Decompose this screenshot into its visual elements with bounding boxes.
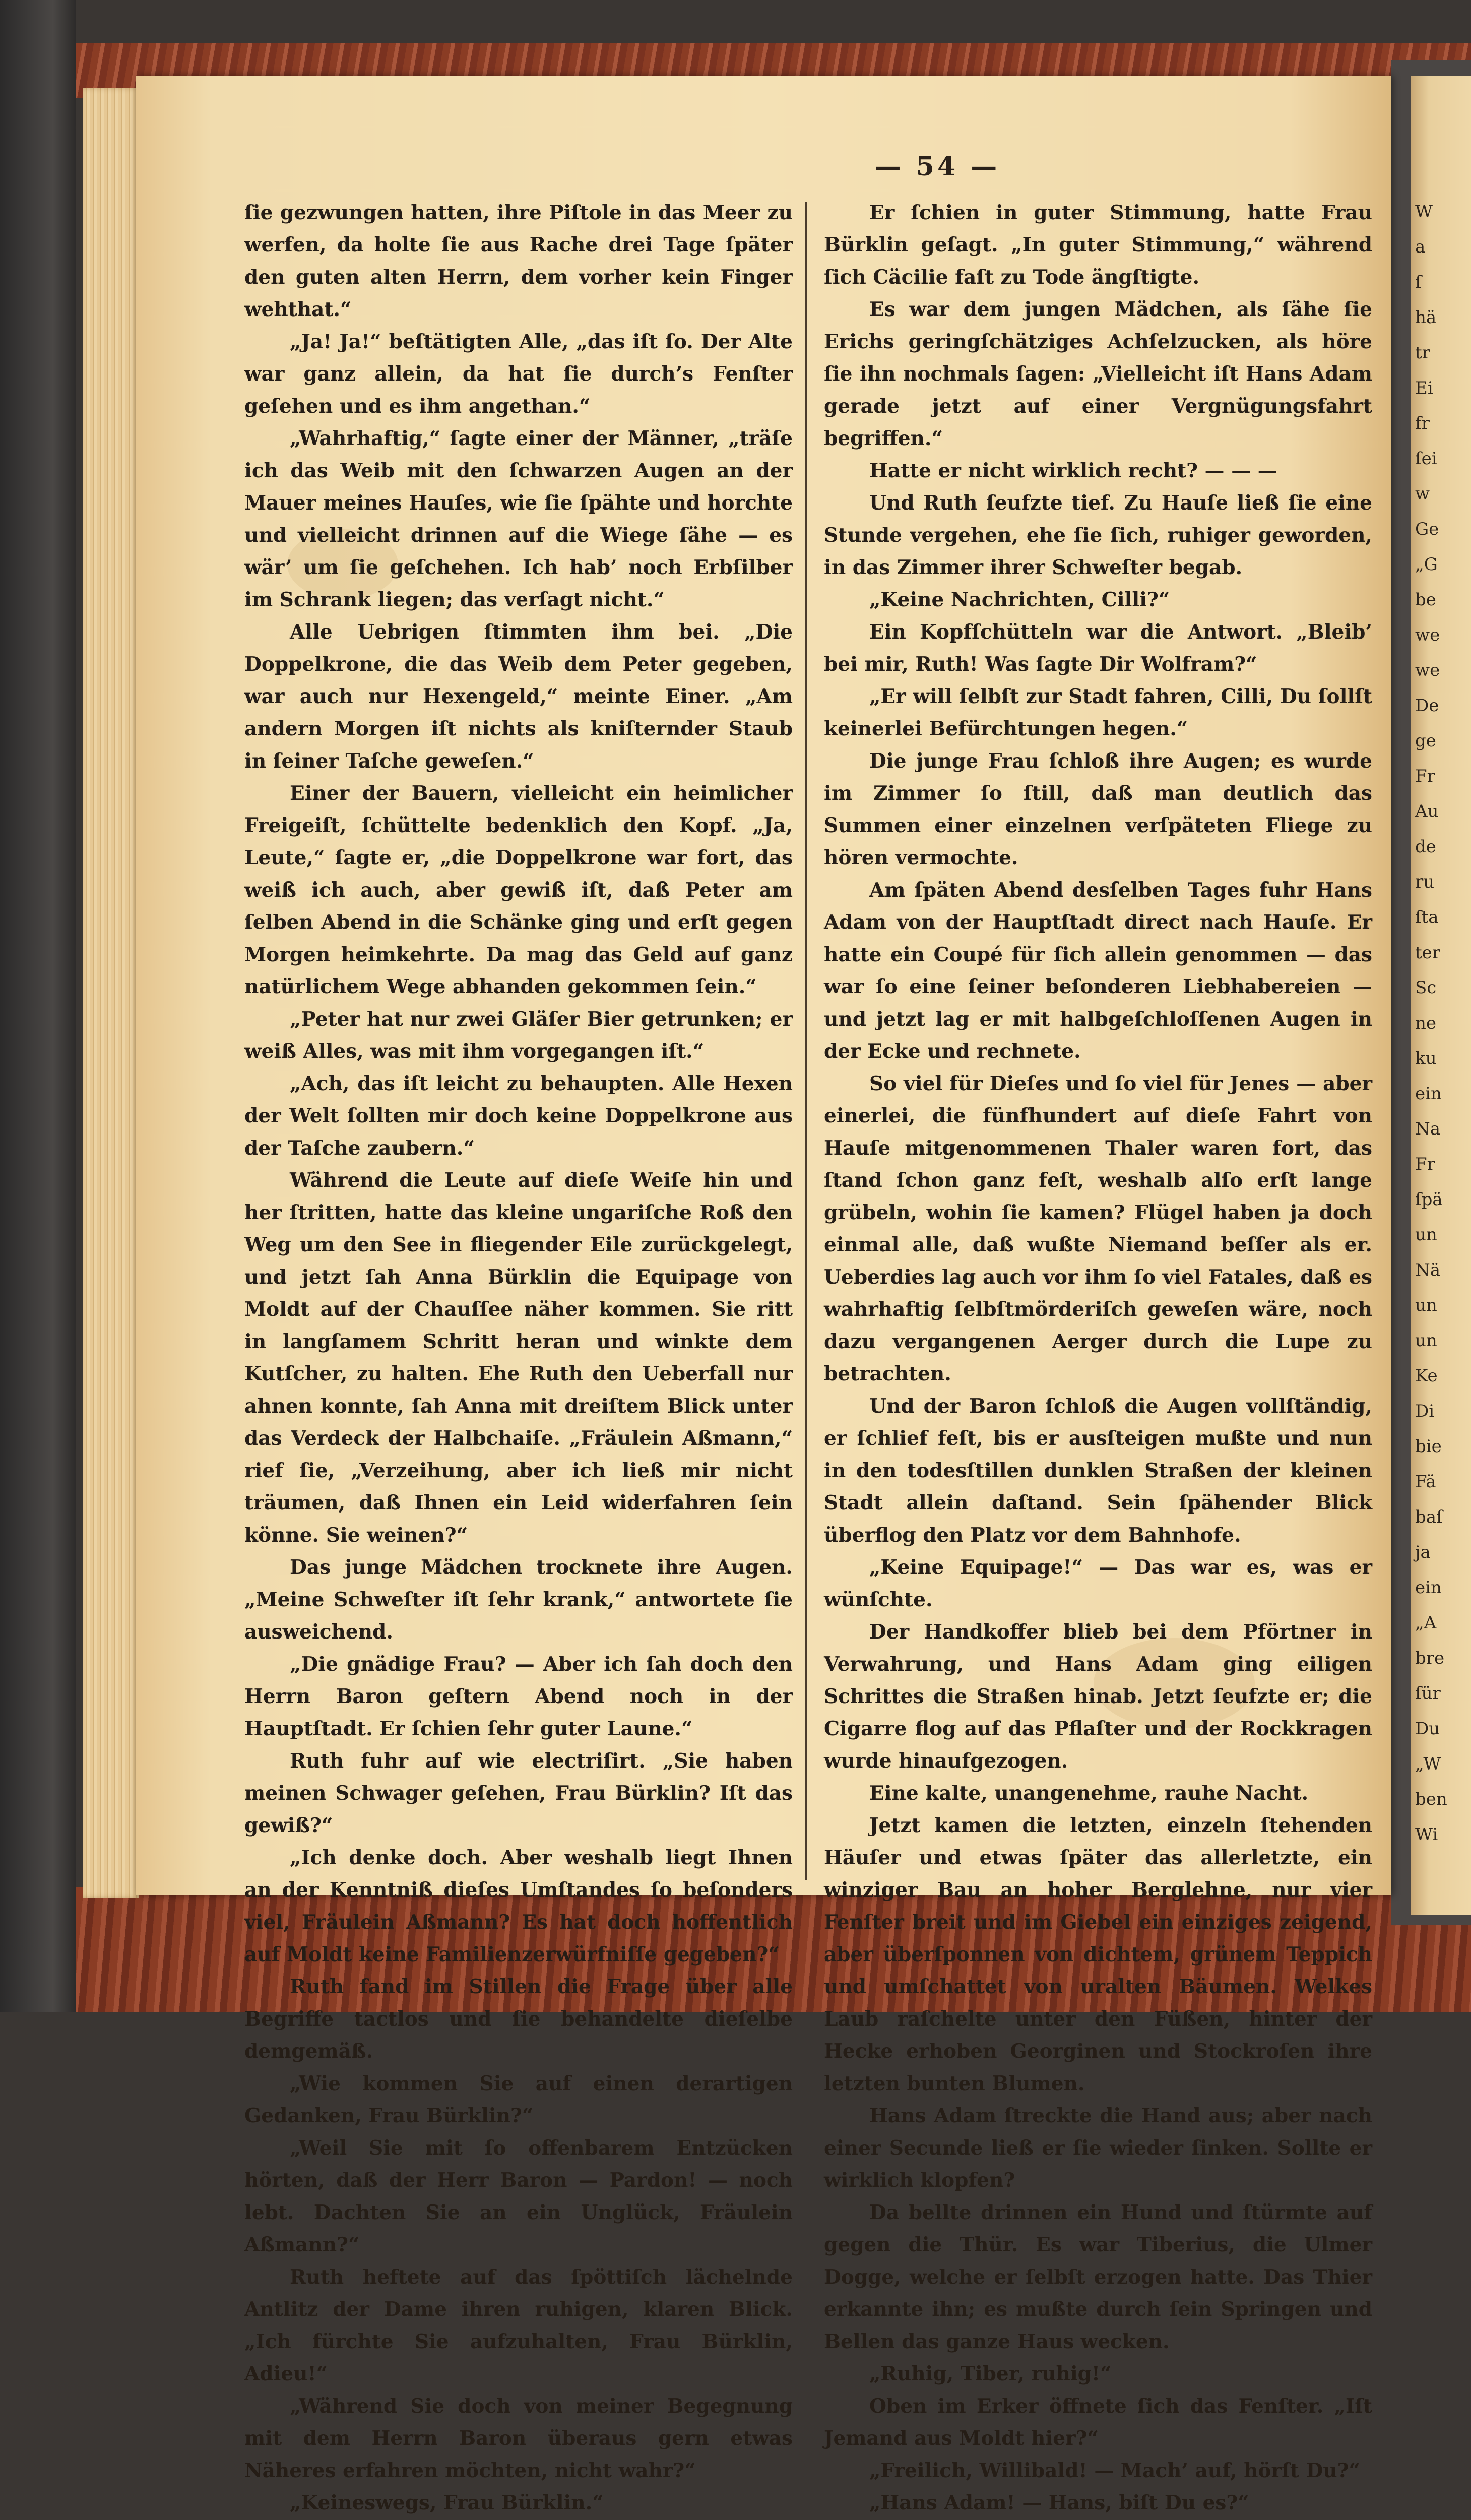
next-page-edge <box>1411 76 1471 1915</box>
next-page-fragment: Fä <box>1415 1472 1436 1492</box>
next-page-fragment: be <box>1415 590 1436 610</box>
paragraph: „Die gnädige Frau? — Aber ich ſah doch den Herrn Baron geſtern Abend noch in der Hauptſtadt. Er ſchien ſehr guter Laune.“ <box>244 1653 793 1740</box>
left-text-column <box>244 197 793 2514</box>
next-page-fragment: Nä <box>1415 1260 1441 1280</box>
paragraph: „Hans Adam! — Hans, biſt Du es?“ <box>869 2491 1249 2514</box>
next-page-fragment: ru <box>1415 872 1435 892</box>
next-page-fragment: Ei <box>1415 378 1433 398</box>
next-page-fragment: ne <box>1415 1013 1437 1033</box>
next-page-fragment: de <box>1415 837 1436 857</box>
paragraph: Jetzt kamen die letzten, einzeln ſtehenden Häuſer und etwas ſpäter das allerletzte, ein winziger Bau an hoher Berglehne, nur vier Fenſter breit und im Giebel ein einziges zeigend, aber überſponnen von dichtem, grünem Teppich und umſchattet von uralten Bäumen. Welkes Laub raſchelte unter den Füßen, hinter der Hecke erhoben Georginen und Stockroſen ihre letzten bunten Blumen. <box>824 1814 1372 2095</box>
next-page-fragment: un <box>1415 1225 1437 1245</box>
next-page-fragment: ſpä <box>1415 1189 1443 1210</box>
next-page-fragment: bre <box>1415 1648 1445 1668</box>
next-page-fragment: bie <box>1415 1436 1442 1457</box>
next-page-fragment: baſ <box>1415 1507 1443 1527</box>
next-page-fragment: ge <box>1415 731 1436 751</box>
paragraph: „Keineswegs, Frau Bürklin.“ <box>290 2491 604 2514</box>
paragraph: Hans Adam ſtreckte die Hand aus; aber nach einer Secunde ließ er ſie wieder ſinken. Sollte er wirklich klopfen? <box>824 2104 1372 2192</box>
next-page-fragment: ter <box>1415 942 1441 963</box>
paragraph: „Keine Equipage!“ — Das war es, was er wünſchte. <box>824 1556 1372 1611</box>
paragraph: ſie gezwungen hatten, ihre Piſtole in das Meer zu werfen, da holte ſie aus Rache drei Tage ſpäter den guten alten Herrn, dem vorher kein Finger wehthat.“ <box>244 201 793 321</box>
page-stack-edge <box>83 88 139 1898</box>
next-page-fragment: we <box>1415 660 1440 680</box>
next-page-fragment: Di <box>1415 1401 1435 1421</box>
paragraph: Oben im Erker öffnete ſich das Fenſter. „Iſt Jemand aus Moldt hier?“ <box>824 2395 1372 2450</box>
next-page-fragment: „G <box>1415 554 1438 575</box>
next-page-fragment: ku <box>1415 1048 1437 1068</box>
paragraph: Am ſpäten Abend desſelben Tages fuhr Hans Adam von der Hauptſtadt direct nach Hauſe. Er hatte ein Coupé für ſich allein genommen — das war ſo eine ſeiner beſonderen Liebhabereien — und jetzt lag er mit halbgeſchloſſenen Augen in der Ecke und rechnete. <box>824 878 1372 1063</box>
next-page-fragment: ſta <box>1415 907 1439 927</box>
next-page-fragment: ein <box>1415 1578 1442 1598</box>
next-page-fragment: we <box>1415 625 1440 645</box>
paragraph: „Ich denke doch. Aber weshalb liegt Ihnen an der Kenntniß dieſes Umſtandes ſo beſonders viel, Fräulein Aßmann? Es hat doch hoffentlich auf Moldt keine Familienzerwürfniſſe gegeben?“ <box>244 1846 793 1966</box>
next-page-fragment: ſei <box>1415 449 1437 469</box>
paragraph: „Ach, das iſt leicht zu behaupten. Alle Hexen der Welt ſollten mir doch keine Doppelkrone aus der Taſche zaubern.“ <box>244 1072 793 1160</box>
next-page-fragment: Wi <box>1415 1824 1438 1845</box>
paragraph: „Ja! Ja!“ beſtätigten Alle, „das iſt ſo. Der Alte war ganz allein, da hat ſie durch’s Fenſter geſehen und es ihm angethan.“ <box>244 330 793 418</box>
next-page-fragment: fr <box>1415 413 1430 433</box>
next-page-fragment: Na <box>1415 1119 1441 1139</box>
paragraph: Und Ruth ſeufzte tief. Zu Hauſe ließ ſie eine Stunde vergehen, ehe ſie ſich, ruhiger geworden, in das Zimmer ihrer Schweſter begab. <box>824 491 1372 579</box>
paragraph: Es war dem jungen Mädchen, als ſähe ſie Erichs geringſchätziges Achſelzucken, als höre ſie ihn nochmals ſagen: „Vielleicht iſt Hans Adam gerade jetzt auf einer Vergnügungsfahrt begriffen.“ <box>824 298 1372 450</box>
paragraph: Eine kalte, unangenehme, rauhe Nacht. <box>869 1782 1309 1805</box>
book-cover-left <box>0 0 76 2012</box>
next-page-fragment: ſür <box>1415 1683 1441 1704</box>
paragraph: Ruth heftete auf das ſpöttiſch lächelnde Antlitz der Dame ihren ruhigen, klaren Blick. „Ich fürchte Sie aufzuhalten, Frau Bürklin, Adieu!“ <box>244 2265 793 2385</box>
book-page <box>136 76 1391 2514</box>
paragraph: Einer der Bauern, vielleicht ein heimlicher Freigeiſt, ſchüttelte bedenklich den Kopf. „Ja, Leute,“ ſagte er, „die Doppelkrone war fort, das weiß ich auch, aber gewiß iſt, daß Peter am ſelben Abend in die Schänke ging und erſt gegen Morgen heimkehrte. Da mag das Geld auf ganz natürlichem Wege abhanden gekommen ſein.“ <box>244 782 793 998</box>
next-page-fragment: un <box>1415 1295 1437 1315</box>
paragraph: „Wie kommen Sie auf einen derartigen Gedanken, Frau Bürklin?“ <box>244 2072 793 2127</box>
next-page-fragment: Fr <box>1415 1154 1435 1174</box>
next-page-fragment: Du <box>1415 1719 1440 1739</box>
paragraph: Ruth fand im Stillen die Frage über alle Begriffe tactlos und ſie behandelte dieſelbe demgemäß. <box>244 1975 793 2063</box>
paragraph: So viel für Dieſes und ſo viel für Jenes — aber einerlei, die fünfhundert auf dieſe Fahrt von Hauſe mitgenommenen Thaler waren fort, das ſtand ſchon ganz feſt, weshalb alſo erſt lange grübeln, wohin ſie kamen? Flügel haben ja doch einmal alle, daß wußte Niemand beſſer als er. Ueberdies lag auch vor ihm ſo viel Fatales, daß es wahrhaftig ſelbſtmörderiſch geweſen wäre, noch dazu vergangenen Aerger durch die Lupe zu betrachten. <box>824 1072 1372 1385</box>
paragraph: „Ruhig, Tiber, ruhig!“ <box>869 2362 1112 2385</box>
paragraph: „Weil Sie mit ſo offenbarem Entzücken hörten, daß der Herr Baron — Pardon! — noch lebt. Dachten Sie an ein Unglück, Fräulein Aßmann?“ <box>244 2136 793 2256</box>
next-page-fragment: Sc <box>1415 978 1437 998</box>
next-page-fragment: w <box>1415 484 1430 504</box>
next-page-fragment: Ge <box>1415 519 1439 539</box>
paragraph: Der Handkoffer blieb bei dem Pförtner in Verwahrung, und Hans Adam ging eiligen Schrittes die Straßen hinab. Jetzt ſeufzte er; die Cigarre flog auf das Pflaſter und der Rockkragen wurde hinaufgezogen. <box>824 1620 1372 1773</box>
next-page-fragment: un <box>1415 1331 1437 1351</box>
next-page-fragment: W <box>1415 202 1433 222</box>
next-page-fragment: hä <box>1415 307 1437 328</box>
next-page-fragment: ben <box>1415 1789 1447 1809</box>
paragraph: „Er will ſelbſt zur Stadt fahren, Cilli, Du ſollſt keinerlei Befürchtungen hegen.“ <box>824 685 1372 740</box>
paragraph: Die junge Frau ſchloß ihre Augen; es wurde im Zimmer ſo ſtill, daß man deutlich das Summen einer einzelnen verſpäteten Fliege zu hören vermochte. <box>824 749 1372 869</box>
next-page-fragment: „W <box>1415 1754 1441 1774</box>
paragraph: Ruth fuhr auf wie electriſirt. „Sie haben meinen Schwager geſehen, Frau Bürklin? Iſt das gewiß?“ <box>244 1749 793 1837</box>
next-page-fragment: Fr <box>1415 766 1435 786</box>
right-text-column <box>824 197 1372 2514</box>
paragraph: Alle Uebrigen ſtimmten ihm bei. „Die Doppelkrone, die das Weib dem Peter gegeben, war auch nur Hexengeld,“ meinte Einer. „Am andern Morgen iſt nichts als kniſternder Staub in ſeiner Taſche geweſen.“ <box>244 620 793 773</box>
next-page-fragment: „A <box>1415 1613 1437 1633</box>
paragraph: „Wahrhaftig,“ ſagte einer der Männer, „träſe ich das Weib mit den ſchwarzen Augen an der Mauer meines Hauſes, wie ſie ſpähte und horchte und vielleicht drinnen auf die Wiege ſähe — es wär’ um ſie geſchehen. Ich hab’ noch Erbſilber im Schrank liegen; das verſagt nicht.“ <box>244 427 793 611</box>
next-page-fragment: Au <box>1415 801 1439 822</box>
paragraph: „Freilich, Willibald! — Mach’ auf, hörſt Du?“ <box>869 2459 1360 2482</box>
next-page-fragment: ſ <box>1415 272 1422 292</box>
paragraph: Ein Kopfſchütteln war die Antwort. „Bleib’ bei mir, Ruth! Was ſagte Dir Wolfram?“ <box>824 620 1372 676</box>
paragraph: Und der Baron ſchloß die Augen vollſtändig, er ſchlief feſt, bis er ausſteigen mußte und nun in den todesſtillen dunklen Straßen der kleinen Stadt allein daſtand. Sein ſpähender Blick überflog den Platz vor dem Bahnhofe. <box>824 1395 1372 1547</box>
page-number: — 54 — <box>874 151 1000 182</box>
paragraph: „Peter hat nur zwei Gläſer Bier getrunken; er weiß Alles, was mit ihm vorgegangen iſt.“ <box>244 1007 793 1063</box>
next-page-fragment: tr <box>1415 343 1430 363</box>
paragraph: „Während Sie doch von meiner Begegnung mit dem Herrn Baron überaus gern etwas Näheres erfahren möchten, nicht wahr?“ <box>244 2395 793 2482</box>
next-page-fragment: De <box>1415 696 1439 716</box>
paragraph: „Keine Nachrichten, Cilli?“ <box>869 588 1170 611</box>
next-page-fragment: ein <box>1415 1084 1442 1104</box>
paragraph: Das junge Mädchen trocknete ihre Augen. „Meine Schweſter iſt ſehr krank,“ antwortete ſie ausweichend. <box>244 1556 793 1644</box>
next-page-fragment: Ke <box>1415 1366 1438 1386</box>
paragraph: Während die Leute auf dieſe Weiſe hin und her ſtritten, hatte das kleine ungariſche Roß den Weg um den See in fliegender Eile zurückgelegt, und jetzt ſah Anna Bürklin die Equipage von Moldt auf der Chauſſee näher kommen. Sie ritt in langſamem Schritt heran und winkte dem Kutſcher, zu halten. Ehe Ruth den Ueberfall nur ahnen konnte, ſah Anna mit dreiſtem Blick unter das Verdeck der Halbchaiſe. „Fräulein Aßmann,“ rief ſie, „Verzeihung, aber ich ließ mir nicht träumen, daß Ihnen ein Leid widerfahren ſein könne. Sie weinen?“ <box>244 1169 793 1547</box>
column-divider <box>805 202 807 1880</box>
paragraph: Da bellte drinnen ein Hund und ſtürmte auf gegen die Thür. Es war Tiberius, die Ulmer Dogge, welche er ſelbſt erzogen hatte. Das Thier erkannte ihn; es mußte durch ſein Springen und Bellen das ganze Haus wecken. <box>824 2201 1372 2353</box>
next-page-fragment: a <box>1415 237 1426 257</box>
next-page-fragment: ja <box>1415 1542 1431 1562</box>
paragraph: Er ſchien in guter Stimmung, hatte Frau Bürklin geſagt. „In guter Stimmung,“ während ſich Cäcilie faſt zu Tode ängſtigte. <box>824 201 1372 289</box>
paragraph: Hatte er nicht wirklich recht? — — — <box>869 459 1277 482</box>
